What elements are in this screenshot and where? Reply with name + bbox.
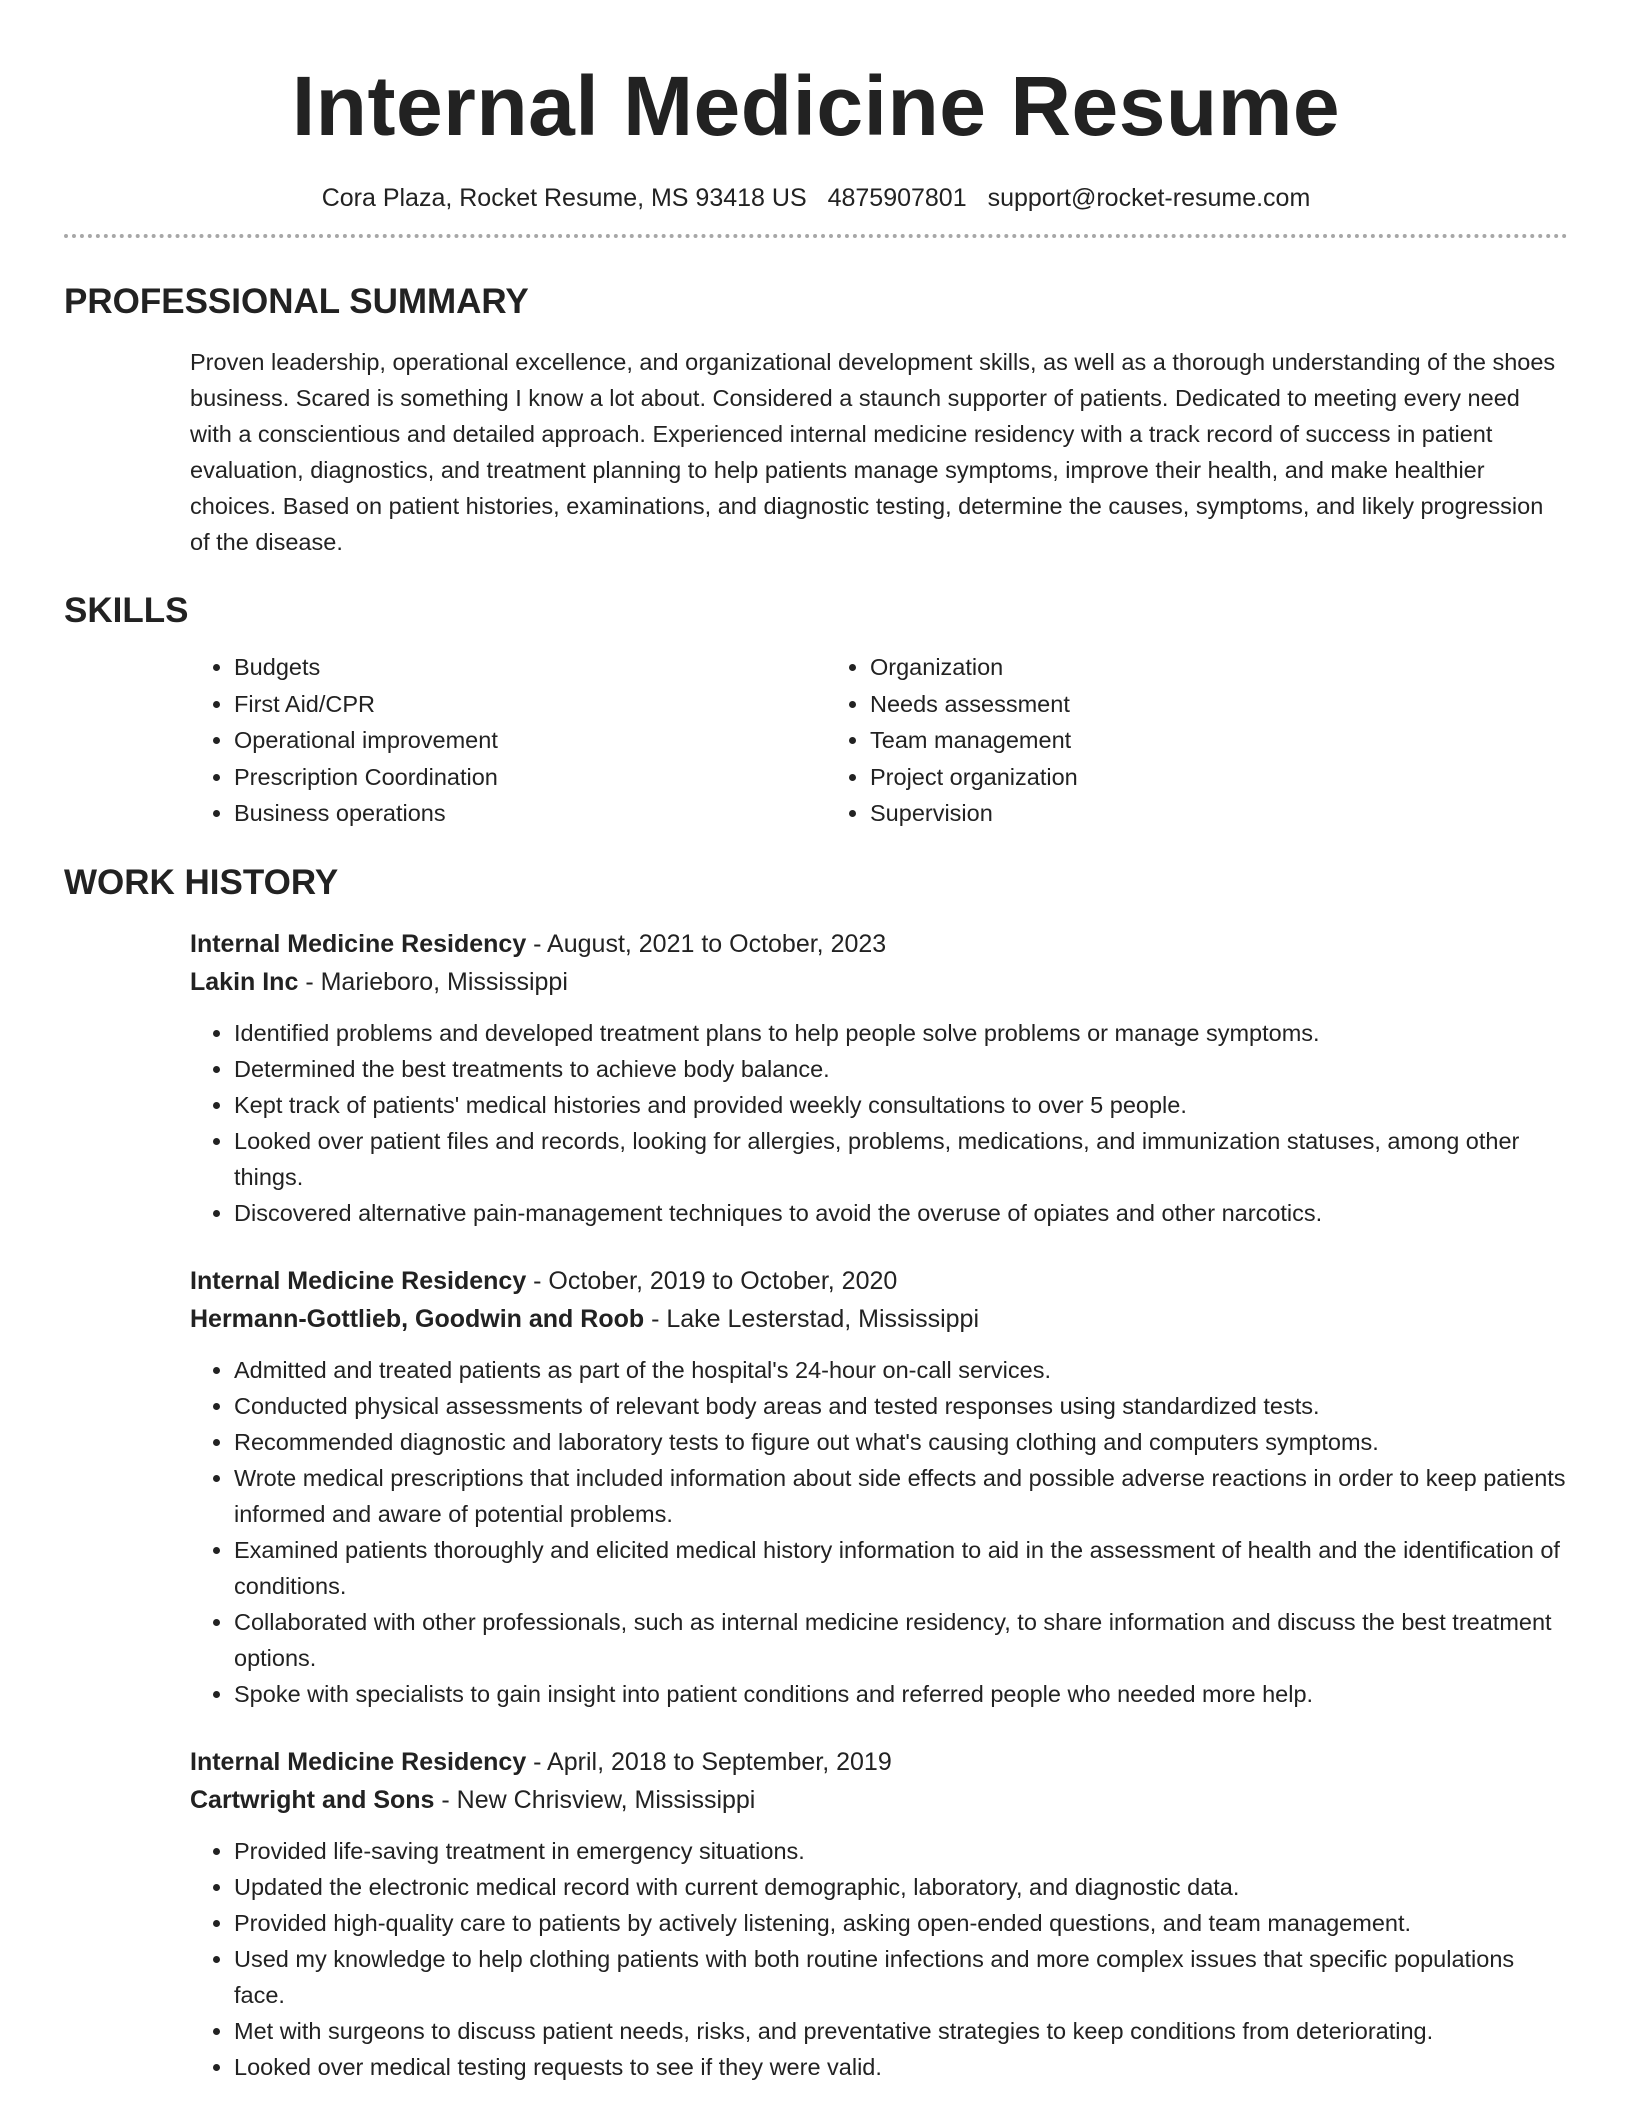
summary-text: Proven leadership, operational excellence, and organizational development skills, as well as a thorough understanding of the shoes business. Scared is something I know a lot about. Considered a staunch supporter of patients. Dedicated to meeting every need with a conscientious and detailed approach. Experienced internal medicine residency with a track record of success in patient evaluation, diagnostics, and treatment planning to help patients manage symptoms, improve their health, and make healthier choices. Based on patient histories, examinations, and diagnostic testing, determine the causes, symptoms, and likely progression of the disease.: [190, 349, 1556, 555]
job-company-line: [190, 1300, 1568, 1338]
job-company: Cartwright and Sons: [190, 1785, 435, 1814]
job-title-line: [190, 1262, 1568, 1300]
skill-item: • Business operations: [234, 795, 826, 832]
skill-item: • Organization: [870, 649, 1462, 686]
contact-phone: 4875907801: [827, 184, 967, 212]
job-company-line: [190, 1781, 1568, 1819]
job-company-line: [190, 963, 1568, 1001]
skills-list: [190, 649, 1568, 832]
job-bullet: • Used my knowledge to help clothing patients with both routine infections and more complex issues that specific populations face.: [234, 1941, 1568, 2013]
job-title-line: [190, 1743, 1568, 1781]
skills-column-right: [826, 649, 1462, 832]
job-title: Internal Medicine Residency: [190, 929, 527, 958]
job-location: - New Chrisview, Mississippi: [434, 1785, 756, 1814]
skill-item: • Operational improvement: [234, 722, 826, 759]
job-bullet: • Provided life-saving treatment in emergency situations.: [234, 1833, 1568, 1869]
job-dates: - August, 2021 to October, 2023: [526, 929, 887, 958]
job-entry: [190, 925, 1568, 1231]
job-title: Internal Medicine Residency: [190, 1266, 527, 1295]
job-bullet: • Determined the best treatments to achieve body balance.: [234, 1051, 1568, 1087]
skill-item: • Team management: [870, 722, 1462, 759]
job-dates: - April, 2018 to September, 2019: [526, 1747, 892, 1776]
job-bullet: • Conducted physical assessments of relevant body areas and tested responses using standardized tests.: [234, 1388, 1568, 1424]
job-bullet: • Wrote medical prescriptions that included information about side effects and possible adverse reactions in order to keep patients informed and aware of potential problems.: [234, 1460, 1568, 1532]
skill-item: • Prescription Coordination: [234, 759, 826, 796]
skill-item: • Budgets: [234, 649, 826, 686]
job-location: - Marieboro, Mississippi: [298, 967, 568, 996]
resume-title: Internal Medicine Resume: [291, 59, 1341, 153]
job-bullet: • Recommended diagnostic and laboratory tests to figure out what's causing clothing and computers symptoms.: [234, 1424, 1568, 1460]
job-bullet: • Looked over medical testing requests to see if they were valid.: [234, 2049, 1568, 2085]
skills-heading: SKILLS: [64, 591, 189, 630]
contact-address: Cora Plaza, Rocket Resume, MS 93418 US: [321, 184, 807, 212]
job-bullet: • Admitted and treated patients as part of the hospital's 24-hour on-call services.: [234, 1352, 1568, 1388]
job-bullet: • Collaborated with other professionals, such as internal medicine residency, to share information and discuss the best treatment options.: [234, 1604, 1568, 1676]
job-bullets: [190, 1833, 1568, 2085]
job-bullet: • Examined patients thoroughly and elicited medical history information to aid in the assessment of health and the identification of conditions.: [234, 1532, 1568, 1604]
job-bullets: [190, 1015, 1568, 1231]
job-bullet: • Discovered alternative pain-management techniques to avoid the overuse of opiates and other narcotics.: [234, 1195, 1568, 1231]
job-title: Internal Medicine Residency: [190, 1747, 527, 1776]
job-bullets: [190, 1352, 1568, 1712]
job-entry: [190, 1743, 1568, 2085]
job-title-line: [190, 925, 1568, 963]
contact-line: [64, 182, 1568, 214]
job-bullet: • Updated the electronic medical record with current demographic, laboratory, and diagnostic data.: [234, 1869, 1568, 1905]
job-company: Hermann-Gottlieb, Goodwin and Roob: [190, 1304, 645, 1333]
job-bullet: • Met with surgeons to discuss patient needs, risks, and preventative strategies to keep conditions from deteriorating.: [234, 2013, 1568, 2049]
job-bullet: • Provided high-quality care to patients by actively listening, asking open-ended questions, and team management.: [234, 1905, 1568, 1941]
skill-item: • First Aid/CPR: [234, 686, 826, 723]
job-entry: [190, 1262, 1568, 1712]
job-bullet: • Spoke with specialists to gain insight into patient conditions and referred people who needed more help.: [234, 1676, 1568, 1712]
job-bullet: • Kept track of patients' medical histories and provided weekly consultations to over 5 people.: [234, 1087, 1568, 1123]
job-bullet: • Looked over patient files and records, looking for allergies, problems, medications, and immunization statuses, among other things.: [234, 1123, 1568, 1195]
skill-item: • Project organization: [870, 759, 1462, 796]
skills-column-left: [190, 649, 826, 832]
contact-email: support@rocket-resume.com: [987, 184, 1311, 212]
header-divider: [64, 234, 1568, 238]
job-company: Lakin Inc: [190, 967, 299, 996]
job-location: - Lake Lesterstad, Mississippi: [644, 1304, 979, 1333]
summary-heading: PROFESSIONAL SUMMARY: [64, 282, 529, 321]
skill-item: • Needs assessment: [870, 686, 1462, 723]
skill-item: • Supervision: [870, 795, 1462, 832]
job-bullet: • Identified problems and developed treatment plans to help people solve problems or manage symptoms.: [234, 1015, 1568, 1051]
work-history-heading: WORK HISTORY: [64, 862, 339, 902]
job-dates: - October, 2019 to October, 2020: [526, 1266, 898, 1295]
